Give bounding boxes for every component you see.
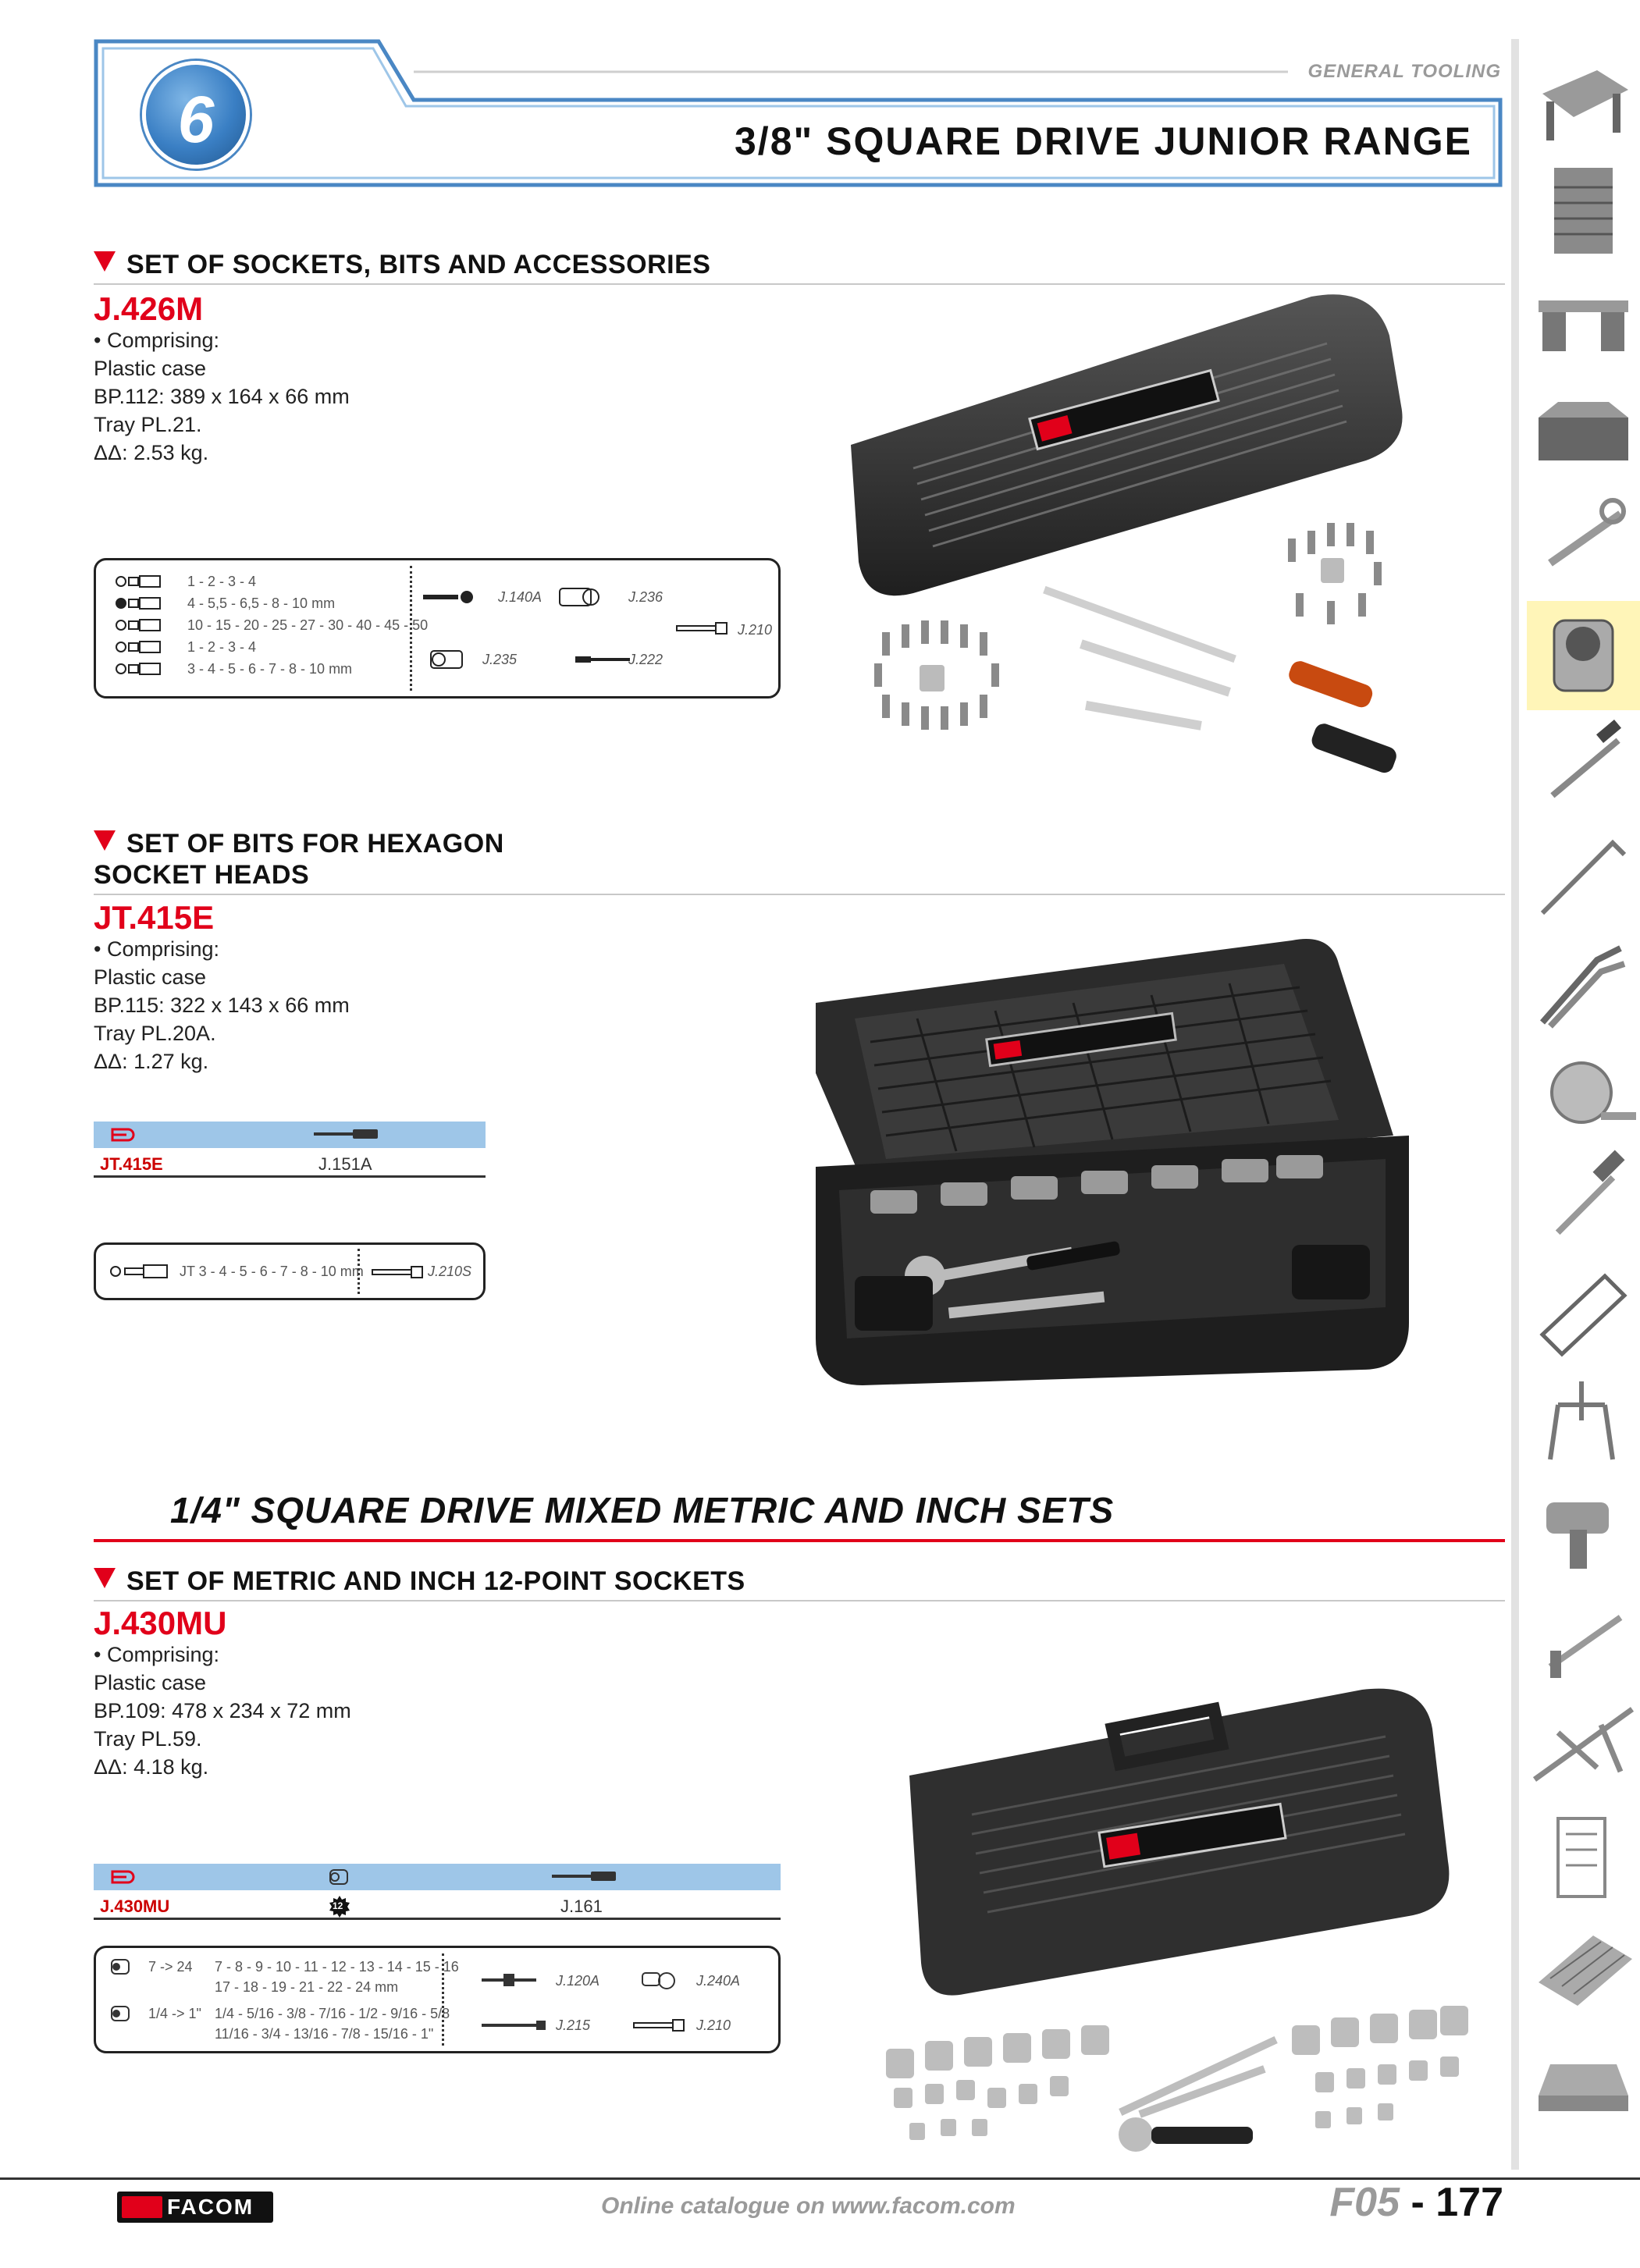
product-photo-j430mu: [878, 1682, 1479, 2158]
page-separator: -: [1400, 2180, 1436, 2225]
table-header-bar: [94, 1122, 486, 1148]
section-heading-text: SET OF SOCKETS, BITS AND ACCESSORIES: [126, 250, 711, 279]
puller-icon: [1527, 1366, 1640, 1475]
workbench-icon: [1527, 47, 1640, 156]
twelve-point-badge-text: 12: [333, 1900, 343, 1911]
socket-sizes: 1/4 - 5/16 - 3/8 - 7/16 - 1/2 - 9/16 - 5/8: [215, 2006, 450, 2021]
sidebar-item-screwdriver[interactable]: [1527, 710, 1640, 819]
accessory-ref: J.235: [482, 652, 518, 667]
hacksaw-icon: [1527, 1257, 1640, 1366]
ratchet-icon: [422, 589, 484, 605]
triangle-bullet-icon: [94, 830, 116, 851]
section-divider: [94, 283, 1505, 285]
socket-icon: [328, 1868, 351, 1886]
facom-mark-icon: [111, 1870, 137, 1884]
sidebar-item-wrench[interactable]: [1527, 484, 1640, 593]
accessory-ref: J.210S: [428, 1264, 472, 1279]
table-ref: JT.415E: [100, 1154, 163, 1174]
sidebar-item-pliers[interactable]: [1527, 929, 1640, 1038]
bit-sizes: JT 3 - 4 - 5 - 6 - 7 - 8 - 10 mm: [180, 1264, 364, 1279]
chapter-number: 6: [177, 83, 215, 156]
product-photo-jt415e: [800, 933, 1409, 1385]
product-photo-j426m: [827, 289, 1491, 804]
sidebar-item-storage-tray[interactable]: [1527, 1912, 1640, 2021]
sidebar-item-workbench-table[interactable]: [1527, 265, 1640, 375]
screwdriver-icon: [1527, 710, 1640, 819]
catalogue-link[interactable]: Online catalogue on www.facom.com: [601, 2193, 1016, 2219]
product-spec: [94, 935, 350, 1075]
reference-table: [94, 1864, 781, 1923]
wrench-icon: [1527, 484, 1640, 593]
column-divider: [410, 566, 412, 691]
socket-range: 1/4 -> 1": [148, 2006, 201, 2021]
impact-wrench-icon: [1527, 1475, 1640, 1584]
chapter-sidebar: [1511, 39, 1640, 2170]
socket-icon: [109, 2004, 133, 2024]
table-row: [94, 1892, 781, 1920]
sidebar-item-impact-wrench[interactable]: [1527, 1475, 1640, 1584]
spec-line: ΔΔ: 4.18 kg.: [94, 1755, 209, 1779]
sidebar-item-hacksaw[interactable]: [1527, 1257, 1640, 1366]
extension-bar-icon: [632, 2017, 687, 2033]
reference-table: [94, 1122, 486, 1181]
aircraft-icon: [1527, 1694, 1640, 1803]
pliers-icon: [1527, 929, 1640, 1038]
bit-sizes: 4 - 5,5 - 6,5 - 8 - 10 mm: [187, 595, 336, 611]
accessory-ref: J.236: [628, 589, 663, 605]
table-cell: J.151A: [318, 1154, 372, 1174]
storage-tray-icon: [1527, 1912, 1640, 2021]
bit-sizes: 1 - 2 - 3 - 4: [187, 574, 257, 589]
spec-line: • Comprising:: [94, 937, 219, 961]
sidebar-item-sockets[interactable]: [1527, 601, 1640, 710]
socket-range: 7 -> 24: [148, 1959, 193, 1975]
accessory-ref: J.240A: [696, 1973, 741, 1989]
header-frame: [94, 39, 1503, 187]
chapter-badge: [142, 61, 250, 169]
section-heading-line2: SOCKET HEADS: [94, 860, 310, 890]
column-divider: [442, 1953, 444, 2046]
spec-line: Plastic case: [94, 357, 207, 380]
accessory-ref: J.210: [696, 2017, 731, 2033]
product-spec: [94, 326, 350, 467]
table-cell: J.161: [560, 1897, 603, 1916]
tape-measure-icon: [1527, 1038, 1640, 1147]
table-ref: J.430MU: [100, 1897, 170, 1916]
facom-logo-text: FACOM: [167, 2195, 254, 2219]
accessory-ref: J.215: [556, 2017, 591, 2033]
socket-sizes: 17 - 18 - 19 - 21 - 22 - 24 mm: [215, 1979, 399, 1995]
hammer-icon: [1527, 1147, 1640, 1257]
bit-sizes: 10 - 15 - 20 - 25 - 27 - 30 - 40 - 45 - 50: [187, 617, 429, 633]
ratchet-icon: [312, 1126, 382, 1142]
extension-bar-icon: [675, 620, 730, 636]
sidebar-item-aircraft[interactable]: [1527, 1694, 1640, 1803]
sidebar-item-puller[interactable]: [1527, 1366, 1640, 1475]
sidebar-item-hammer[interactable]: [1527, 1147, 1640, 1257]
subsection-title: 1/4" SQUARE DRIVE MIXED METRIC AND INCH SETS: [170, 1490, 1115, 1530]
bit-holder-icon: [574, 652, 636, 667]
spec-line: ΔΔ: 2.53 kg.: [94, 441, 209, 464]
spec-line: Tray PL.20A.: [94, 1022, 216, 1045]
page-prefix: F05: [1329, 2180, 1400, 2225]
sidebar-item-tool-cabinet[interactable]: [1527, 156, 1640, 265]
extension-bar-icon: [480, 2017, 550, 2033]
section-heading: [94, 248, 710, 281]
spec-line: • Comprising:: [94, 329, 219, 352]
subsection-divider: [94, 1539, 1505, 1542]
bit-type-icons: [113, 572, 183, 681]
caliper-icon: [1527, 1584, 1640, 1694]
table-header-bar: [94, 1864, 781, 1890]
facom-logo: [117, 2192, 273, 2223]
car-icon: [1527, 2021, 1640, 2131]
triangle-bullet-icon: [94, 251, 116, 272]
toolbox-icon: [1527, 375, 1640, 484]
spec-line: BP.109: 478 x 234 x 72 mm: [94, 1699, 351, 1722]
tool-board-icon: [1527, 1803, 1640, 1912]
triangle-bullet-icon: [94, 1568, 116, 1588]
spec-line: Plastic case: [94, 1671, 207, 1694]
section-heading-text: SET OF METRIC AND INCH 12-POINT SOCKETS: [126, 1566, 745, 1596]
column-divider: [358, 1249, 360, 1294]
sidebar-item-workbench[interactable]: [1527, 47, 1640, 156]
accessory-ref: J.140A: [498, 589, 543, 605]
extension-bar-icon: [371, 1264, 425, 1280]
socket-adaptor-icon: [429, 648, 476, 671]
spec-line: Tray PL.59.: [94, 1727, 202, 1751]
socket-icon: [109, 1957, 133, 1978]
page-number: [1329, 2179, 1503, 2226]
section-heading: [94, 827, 504, 860]
socket-icon: [1527, 601, 1640, 710]
product-reference: J.426M: [94, 290, 204, 327]
sidebar-item-caliper[interactable]: [1527, 1584, 1640, 1694]
section-label: GENERAL TOOLING: [1307, 61, 1501, 82]
sidebar-item-tape-measure[interactable]: [1527, 1038, 1640, 1147]
page-title: 3/8" SQUARE DRIVE JUNIOR RANGE: [735, 119, 1472, 163]
spec-line: • Comprising:: [94, 1643, 219, 1666]
section-divider: [94, 1600, 1505, 1601]
spec-line: ΔΔ: 1.27 kg.: [94, 1050, 209, 1073]
spec-line: Tray PL.21.: [94, 413, 202, 436]
sidebar-item-car[interactable]: [1527, 2021, 1640, 2131]
sidebar-item-toolbox[interactable]: [1527, 375, 1640, 484]
accessory-ref: J.222: [628, 652, 663, 667]
hex-key-icon: [1527, 819, 1640, 929]
section-heading: [94, 1565, 745, 1598]
section-divider: [94, 894, 1505, 895]
universal-joint-icon: [640, 1967, 679, 1993]
facom-mark-icon: [111, 1128, 137, 1142]
product-reference: JT.415E: [94, 899, 215, 936]
page-number-value: 177: [1435, 2180, 1503, 2225]
bit-sizes: 1 - 2 - 3 - 4: [187, 639, 257, 655]
accessory-ref: J.210: [738, 622, 773, 638]
product-reference: J.430MU: [94, 1605, 227, 1641]
accessory-ref: J.120A: [556, 1973, 600, 1989]
ratchet-icon: [550, 1868, 621, 1884]
tool-cabinet-icon: [1527, 156, 1640, 265]
product-spec: [94, 1641, 351, 1781]
sidebar-item-hex-key[interactable]: [1527, 819, 1640, 929]
adaptor-icon: [558, 585, 605, 609]
facom-mark-icon: [122, 2196, 162, 2218]
section-heading-text: SET OF BITS FOR HEXAGON: [126, 829, 504, 858]
workbench-table-icon: [1527, 265, 1640, 375]
spec-line: BP.115: 322 x 143 x 66 mm: [94, 994, 350, 1017]
socket-sizes: 7 - 8 - 9 - 10 - 11 - 12 - 13 - 14 - 15 - 16: [215, 1959, 459, 1975]
spec-line: Plastic case: [94, 965, 207, 989]
hex-bit-icon: [108, 1262, 178, 1281]
socket-sizes: 11/16 - 3/4 - 13/16 - 7/8 - 15/16 - 1": [215, 2026, 434, 2042]
spec-line: BP.112: 389 x 164 x 66 mm: [94, 385, 350, 408]
sidebar-item-tool-board[interactable]: [1527, 1803, 1640, 1912]
sliding-t-bar-icon: [480, 1972, 550, 1988]
bit-sizes: 3 - 4 - 5 - 6 - 7 - 8 - 10 mm: [187, 661, 353, 677]
